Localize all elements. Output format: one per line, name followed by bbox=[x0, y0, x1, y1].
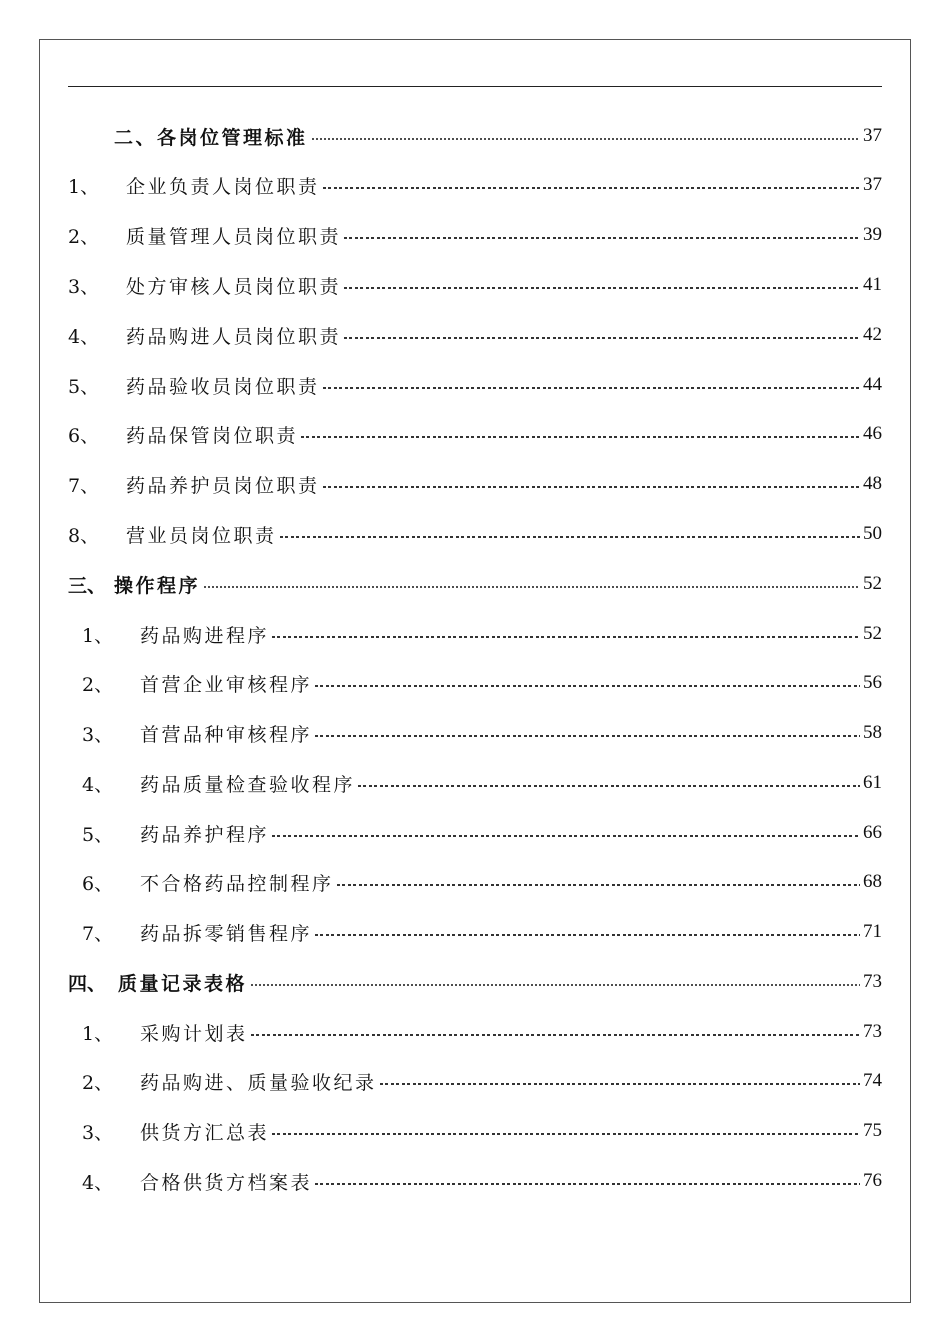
toc-leader-dots bbox=[272, 1133, 860, 1135]
toc-entry-title: 供货方汇总表 bbox=[140, 1121, 270, 1144]
toc-entry-title: 质量记录表格 bbox=[118, 972, 248, 995]
toc-entry-page-number: 66 bbox=[863, 822, 882, 843]
toc-entry-number: 6、 bbox=[68, 424, 100, 447]
toc-entry-title: 药品质量检查验收程序 bbox=[140, 773, 356, 796]
toc-entry-page-number: 41 bbox=[863, 274, 882, 295]
toc-leader-dots bbox=[344, 337, 860, 339]
toc-entry[interactable] bbox=[68, 419, 882, 449]
toc-leader-dots bbox=[301, 436, 860, 438]
toc-entry-number: 2、 bbox=[82, 673, 114, 696]
toc-leader-dots bbox=[323, 387, 860, 389]
toc-entry-page-number: 73 bbox=[863, 971, 882, 992]
toc-leader-dots bbox=[337, 884, 860, 886]
toc-entry-title: 企业负责人岗位职责 bbox=[126, 175, 320, 198]
toc-entry[interactable] bbox=[68, 619, 882, 649]
toc-leader-dots bbox=[280, 536, 860, 538]
toc-entry-page-number: 52 bbox=[863, 623, 882, 644]
toc-entry-number: 8、 bbox=[68, 524, 100, 547]
toc-entry[interactable] bbox=[68, 668, 882, 698]
toc-entry-number: 4、 bbox=[68, 325, 100, 348]
toc-entry-title: 药品保管岗位职责 bbox=[126, 424, 299, 447]
toc-entry[interactable] bbox=[68, 768, 882, 798]
toc-entry[interactable] bbox=[68, 718, 882, 748]
toc-entry-page-number: 50 bbox=[863, 523, 882, 544]
header-rule bbox=[68, 86, 882, 87]
toc-entry-number: 5、 bbox=[82, 823, 114, 846]
toc-entry-number: 2、 bbox=[82, 1071, 114, 1094]
toc-leader-dots bbox=[323, 187, 860, 189]
toc-entry-number: 4、 bbox=[82, 773, 114, 796]
toc-leader-dots bbox=[272, 835, 860, 837]
toc-entry[interactable] bbox=[68, 867, 882, 897]
toc-entry-page-number: 44 bbox=[863, 374, 882, 395]
toc-entry[interactable] bbox=[68, 967, 882, 997]
toc-entry[interactable] bbox=[68, 818, 882, 848]
toc-leader-dots bbox=[358, 785, 860, 787]
toc-entry-title: 药品拆零销售程序 bbox=[140, 922, 313, 945]
toc-leader-dots bbox=[380, 1083, 860, 1085]
toc-entry-page-number: 75 bbox=[863, 1120, 882, 1141]
toc-entry[interactable] bbox=[68, 569, 882, 599]
toc-entry[interactable] bbox=[68, 121, 882, 151]
toc-entry[interactable] bbox=[68, 469, 882, 499]
toc-entry[interactable] bbox=[68, 220, 882, 250]
toc-entry-number: 3、 bbox=[68, 275, 100, 298]
toc-entry[interactable] bbox=[68, 370, 882, 400]
toc-entry-title: 药品购进、质量验收纪录 bbox=[140, 1071, 377, 1094]
toc-entry-page-number: 73 bbox=[863, 1021, 882, 1042]
toc-leader-dots bbox=[250, 984, 860, 986]
toc-entry-page-number: 68 bbox=[863, 871, 882, 892]
toc-entry-number: 3、 bbox=[82, 1121, 114, 1144]
toc-entry-page-number: 74 bbox=[863, 1070, 882, 1091]
toc-leader-dots bbox=[311, 138, 860, 140]
toc-entry-number: 1、 bbox=[82, 1022, 114, 1045]
toc-entry-title: 处方审核人员岗位职责 bbox=[126, 275, 342, 298]
toc-entry-number: 1、 bbox=[68, 175, 100, 198]
toc-leader-dots bbox=[315, 934, 860, 936]
toc-entry-number: 6、 bbox=[82, 872, 114, 895]
toc-entry[interactable] bbox=[68, 270, 882, 300]
toc-entry[interactable] bbox=[68, 519, 882, 549]
toc-entry[interactable] bbox=[68, 320, 882, 350]
toc-entry-title: 药品养护员岗位职责 bbox=[126, 474, 320, 497]
toc-leader-dots bbox=[315, 735, 860, 737]
toc-entry-title: 质量管理人员岗位职责 bbox=[126, 225, 342, 248]
toc-entry-page-number: 37 bbox=[863, 174, 882, 195]
toc-leader-dots bbox=[272, 636, 860, 638]
toc-entry-page-number: 56 bbox=[863, 672, 882, 693]
toc-entry-title: 操作程序 bbox=[114, 574, 201, 597]
toc-entry-title: 营业员岗位职责 bbox=[126, 524, 277, 547]
toc-entry-title: 药品购进程序 bbox=[140, 624, 270, 647]
toc-entry-page-number: 52 bbox=[863, 573, 882, 594]
toc-entry-page-number: 37 bbox=[863, 125, 882, 146]
toc-entry[interactable] bbox=[68, 170, 882, 200]
toc-entry-number: 7、 bbox=[82, 922, 114, 945]
toc-entry-page-number: 58 bbox=[863, 722, 882, 743]
toc-entry-title: 不合格药品控制程序 bbox=[140, 872, 334, 895]
toc-entry-page-number: 42 bbox=[863, 324, 882, 345]
toc-entry-title: 二、各岗位管理标准 bbox=[114, 126, 308, 149]
toc-entry-title: 药品养护程序 bbox=[140, 823, 270, 846]
toc-leader-dots bbox=[323, 486, 860, 488]
toc-entry[interactable] bbox=[68, 1017, 882, 1047]
toc-entry-page-number: 61 bbox=[863, 772, 882, 793]
toc-entry[interactable] bbox=[68, 1066, 882, 1096]
toc-entry-title: 首营品种审核程序 bbox=[140, 723, 313, 746]
toc-entry-number: 三、 bbox=[68, 574, 107, 597]
toc-entry-number: 2、 bbox=[68, 225, 100, 248]
toc-entry[interactable] bbox=[68, 1116, 882, 1146]
toc-leader-dots bbox=[344, 237, 860, 239]
toc-entry-number: 7、 bbox=[68, 474, 100, 497]
toc-entry-number: 3、 bbox=[82, 723, 114, 746]
toc-entry-number: 1、 bbox=[82, 624, 114, 647]
toc-leader-dots bbox=[344, 287, 860, 289]
toc-leader-dots bbox=[251, 1034, 860, 1036]
toc-entry-page-number: 46 bbox=[863, 423, 882, 444]
toc-leader-dots bbox=[203, 586, 860, 588]
toc-entry[interactable] bbox=[68, 917, 882, 947]
toc-entry-page-number: 48 bbox=[863, 473, 882, 494]
toc-entry-title: 药品验收员岗位职责 bbox=[126, 375, 320, 398]
toc-entry-number: 4、 bbox=[82, 1171, 114, 1194]
toc-entry-title: 采购计划表 bbox=[140, 1022, 248, 1045]
toc-entry[interactable] bbox=[68, 1166, 882, 1196]
toc-entry-title: 合格供货方档案表 bbox=[140, 1171, 313, 1194]
toc-entry-number: 5、 bbox=[68, 375, 100, 398]
toc-leader-dots bbox=[315, 1183, 860, 1185]
toc-leader-dots bbox=[315, 685, 860, 687]
toc-entry-page-number: 76 bbox=[863, 1170, 882, 1191]
toc-entry-page-number: 39 bbox=[863, 224, 882, 245]
toc-entry-title: 药品购进人员岗位职责 bbox=[126, 325, 342, 348]
toc-entry-page-number: 71 bbox=[863, 921, 882, 942]
toc-entry-title: 首营企业审核程序 bbox=[140, 673, 313, 696]
toc-entry-number: 四、 bbox=[68, 972, 107, 995]
